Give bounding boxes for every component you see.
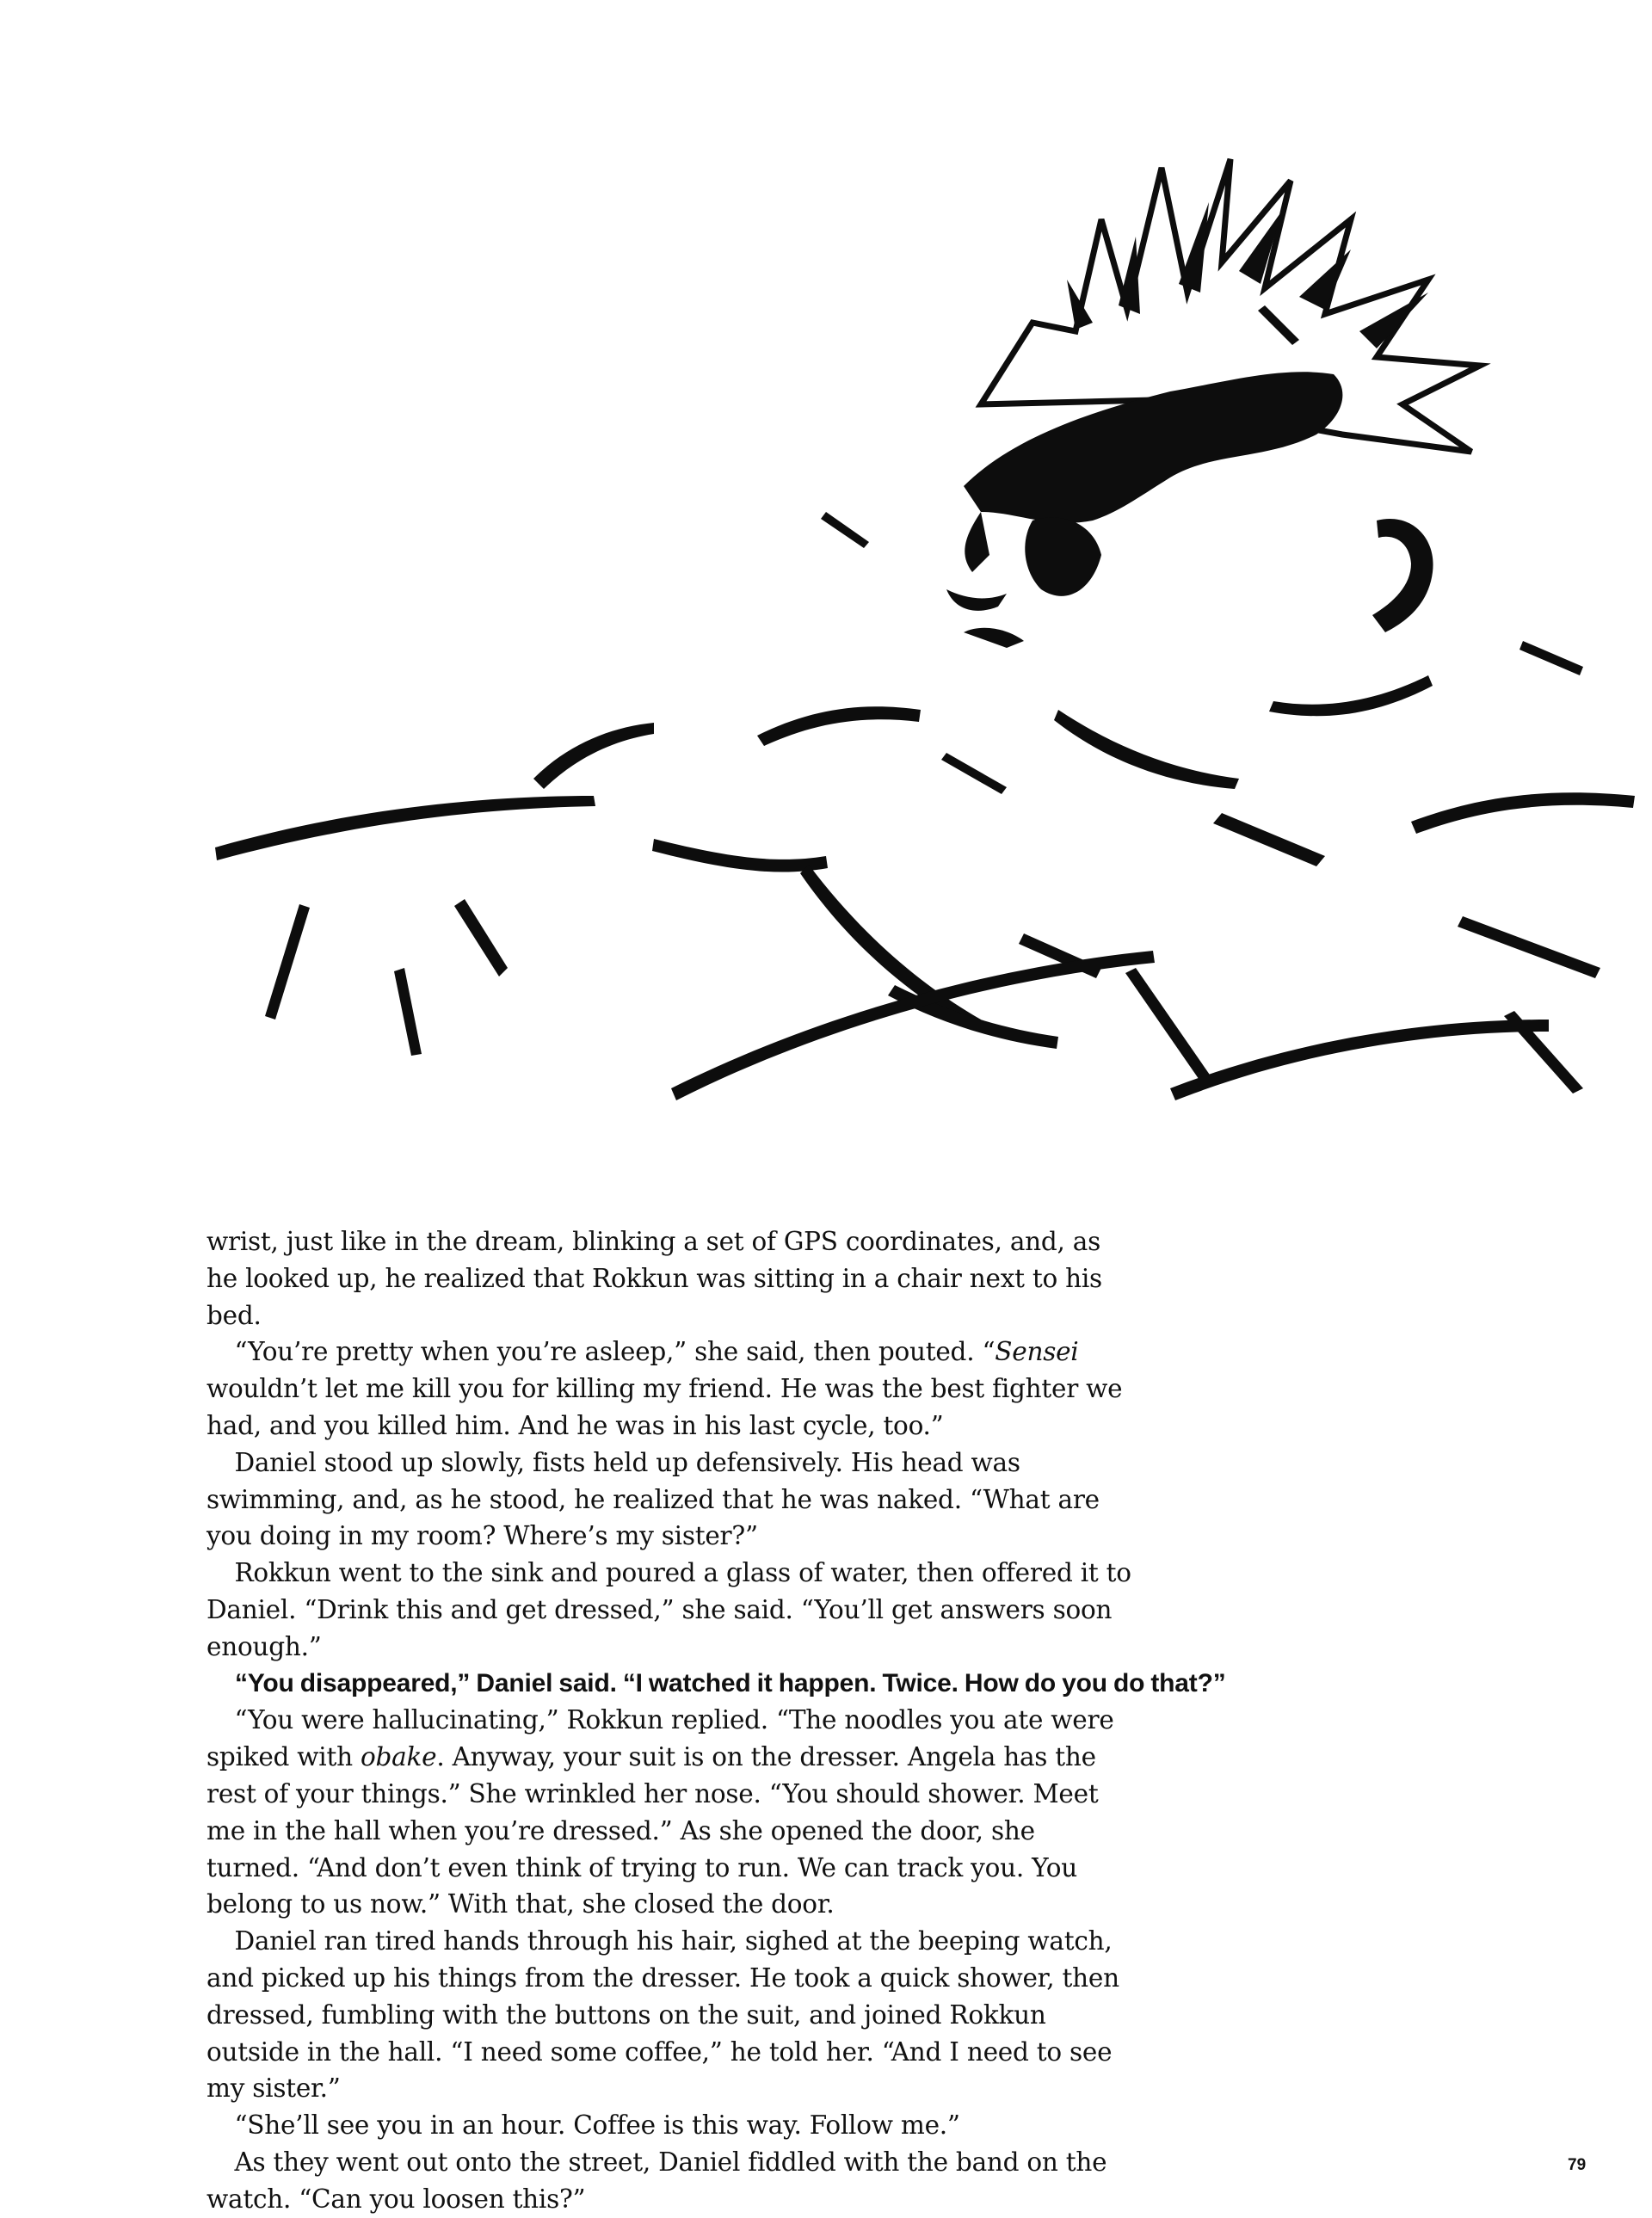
paragraph: Daniel ran tired hands through his hair, sighed at the beeping watch, and picked up his things from the dresser. He took a quick shower, then dressed, fumbling with the buttons on the suit, and joined Rokkun outside in the hall. “I need some coffee,” he told her. “And I need to see my sister.” <box>206 1926 1119 2104</box>
ink-illustration <box>206 108 1652 1101</box>
paragraph-text: “You’re pretty when you’re asleep,” she said, then pouted. “ <box>234 1337 996 1367</box>
paragraph-text: wouldn’t let me kill you for killing my friend. He was the best fighter we had, and you killed him. And he was in his last cycle, too.” <box>206 1374 1123 1440</box>
paragraph: Daniel stood up slowly, fists held up defensively. His head was swimming, and, as he stood, he realized that he was naked. “What are you doing in my room? Where’s my sister?” <box>206 1447 1100 1551</box>
paragraph <box>206 1702 1131 1923</box>
italic-word: obake <box>360 1742 437 1772</box>
paragraph: “She’ll see you in an hour. Coffee is this way. Follow me.” <box>234 2110 960 2141</box>
paragraph: Rokkun went to the sink and poured a glass of water, then offered it to Daniel. “Drink this and get dressed,” she said. “You’ll get answers soon enough.” <box>206 1558 1131 1661</box>
body-text <box>206 1223 1226 2218</box>
italic-word: Sensei <box>995 1337 1079 1367</box>
bold-dialogue-line: “You disappeared,” Daniel said. “I watched it happen. Twice. How do you do that?” <box>235 1668 1226 1697</box>
paragraph-text: . Anyway, your suit is on the dresser. Angela has the rest of your things.” She wrinkled her nose. “You should shower. Meet me in the hall when you’re dressed.” As she opened the door, she turned. “And don’t even think of trying to run. We can track you. You belong to us now.” With that, she closed the door. <box>206 1742 1099 1919</box>
paragraph: wrist, just like in the dream, blinking a set of GPS coordinates, and, as he looked up, he realized that Rokkun was sitting in a chair next to his bed. <box>206 1227 1102 1330</box>
page-number: 79 <box>1568 2156 1587 2174</box>
paragraph-text: “You were hallucinating,” Rokkun replied. “The noodles you ate were spiked with <box>206 1705 1114 1772</box>
paragraph: As they went out onto the street, Daniel fiddled with the band on the watch. “Can you loosen this?” <box>206 2147 1107 2214</box>
brush-ink-illustration-icon <box>206 108 1652 1101</box>
paragraph <box>206 1334 1131 1444</box>
